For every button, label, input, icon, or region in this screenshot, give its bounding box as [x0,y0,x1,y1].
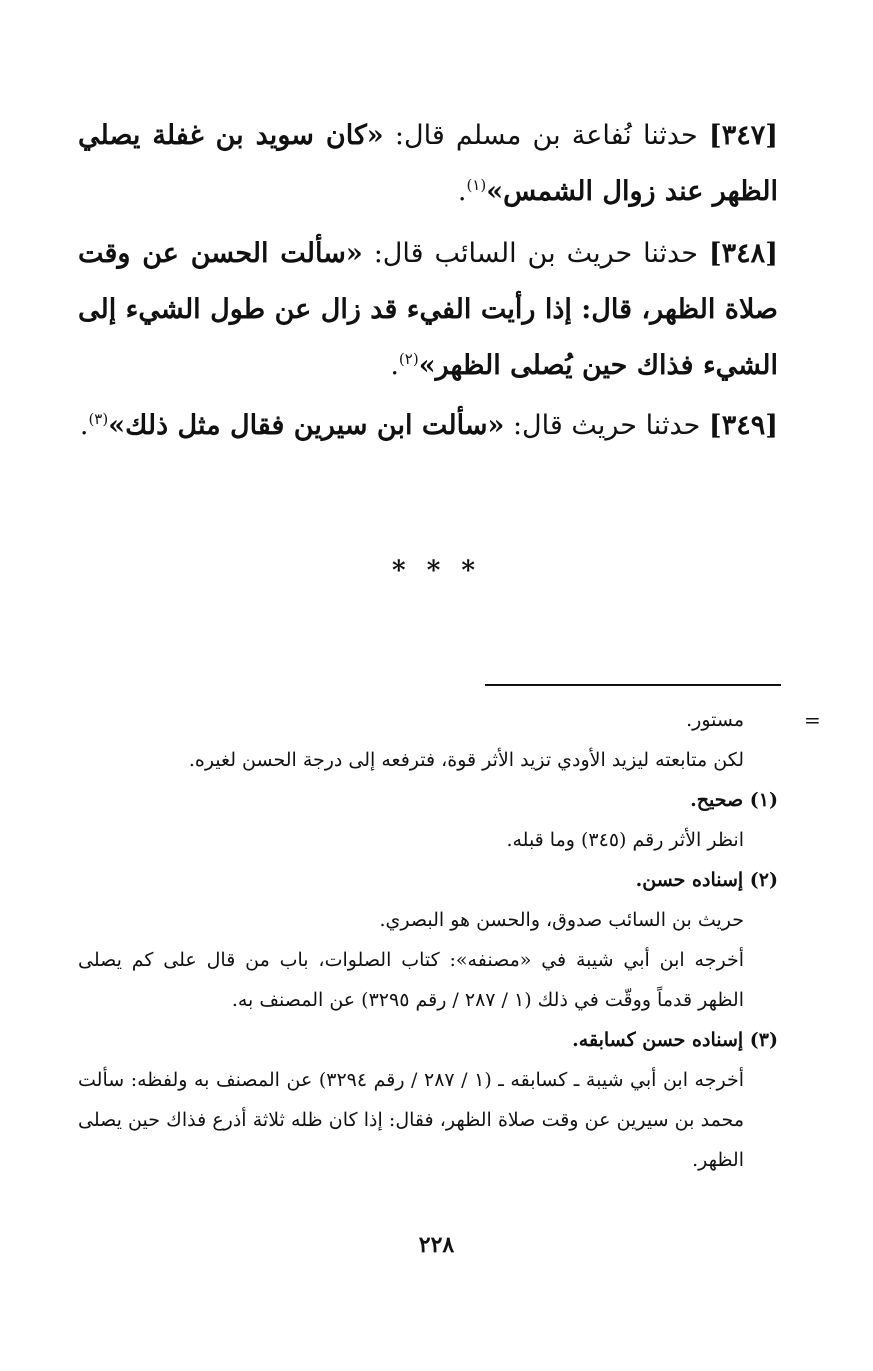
hadith-quote: «كان سويد بن غفلة يصلي الظهر عند زوال الشمس» [78,120,778,207]
hadith-end: . [390,350,399,381]
footnote-line: لكن متابعته ليزيد الأودي تزيد الأثر قوة، فترفعه إلى درجة الحسن لغيره. [188,749,744,771]
footnotes [78,700,778,1180]
hadith-quote: «سألت الحسن عن وقت صلاة الظهر، قال: إذا رأيت الفيء قد زال عن طول الشيء إلى الشيء فذاك حين يُصلى الظهر» [78,238,778,381]
hadith-number: [٣٤٧] [708,120,778,151]
footnote-line: مستور. [686,709,744,731]
footnote-line: حريث بن السائب صدوق، والحسن هو البصري. [379,909,744,931]
footnote-ref: (١) [466,176,487,194]
hadith-quote: «سألت ابن سيرين فقال مثل ذلك» [108,410,505,441]
footnote-heading: (١) صحيح. [690,789,778,811]
footnote-line: انظر الأثر رقم (٣٤٥) وما قبله. [506,829,744,851]
hadith-number: [٣٤٨] [708,238,778,269]
hadith-end: . [79,410,89,441]
hadith-349 [78,398,778,454]
footnote-ref: (٣) [88,410,109,428]
footnote-line: أخرجه ابن أبي شيبة في «مصنفه»: كتاب الصلوات، باب من قال على كم يصلى الظهر قدماً ووقّت في ذلك (١ / ٢٨٧ / رقم ٣٢٩٥) عن المصنف به. [78,949,744,1011]
footnote-line: أخرجه ابن أبي شيبة ـ كسابقه ـ (١ / ٢٨٧ / رقم ٣٢٩٤) عن المصنف به ولفظه: سألت محمد بن سيرين عن وقت صلاة الظهر، فقال: إذا كان ظله ثلاثة أذرع فذاك حين يصلى الظهر. [78,1069,744,1171]
footnote-ref: (٢) [398,350,419,368]
hadith-chain: حدثنا حريث قال: [512,410,701,441]
hadith-chain: حدثنا نُفاعة بن مسلم قال: [394,120,698,151]
hadith-348 [78,226,778,394]
hadith-end: . [457,176,467,207]
hadith-chain: حدثنا حريث بن السائب قال: [373,238,698,269]
footnote-continuation-mark: = [804,708,821,732]
hadith-number: [٣٤٩] [708,410,778,441]
hadith-347 [78,108,778,220]
footnote-heading: (٢) إسناده حسن. [635,869,778,891]
footnote-heading: (٣) إسناده حسن كسابقه. [572,1029,778,1051]
page-number: ٢٢٨ [418,1232,455,1258]
footnote-divider [485,684,781,686]
section-separator: * * * [392,556,481,586]
